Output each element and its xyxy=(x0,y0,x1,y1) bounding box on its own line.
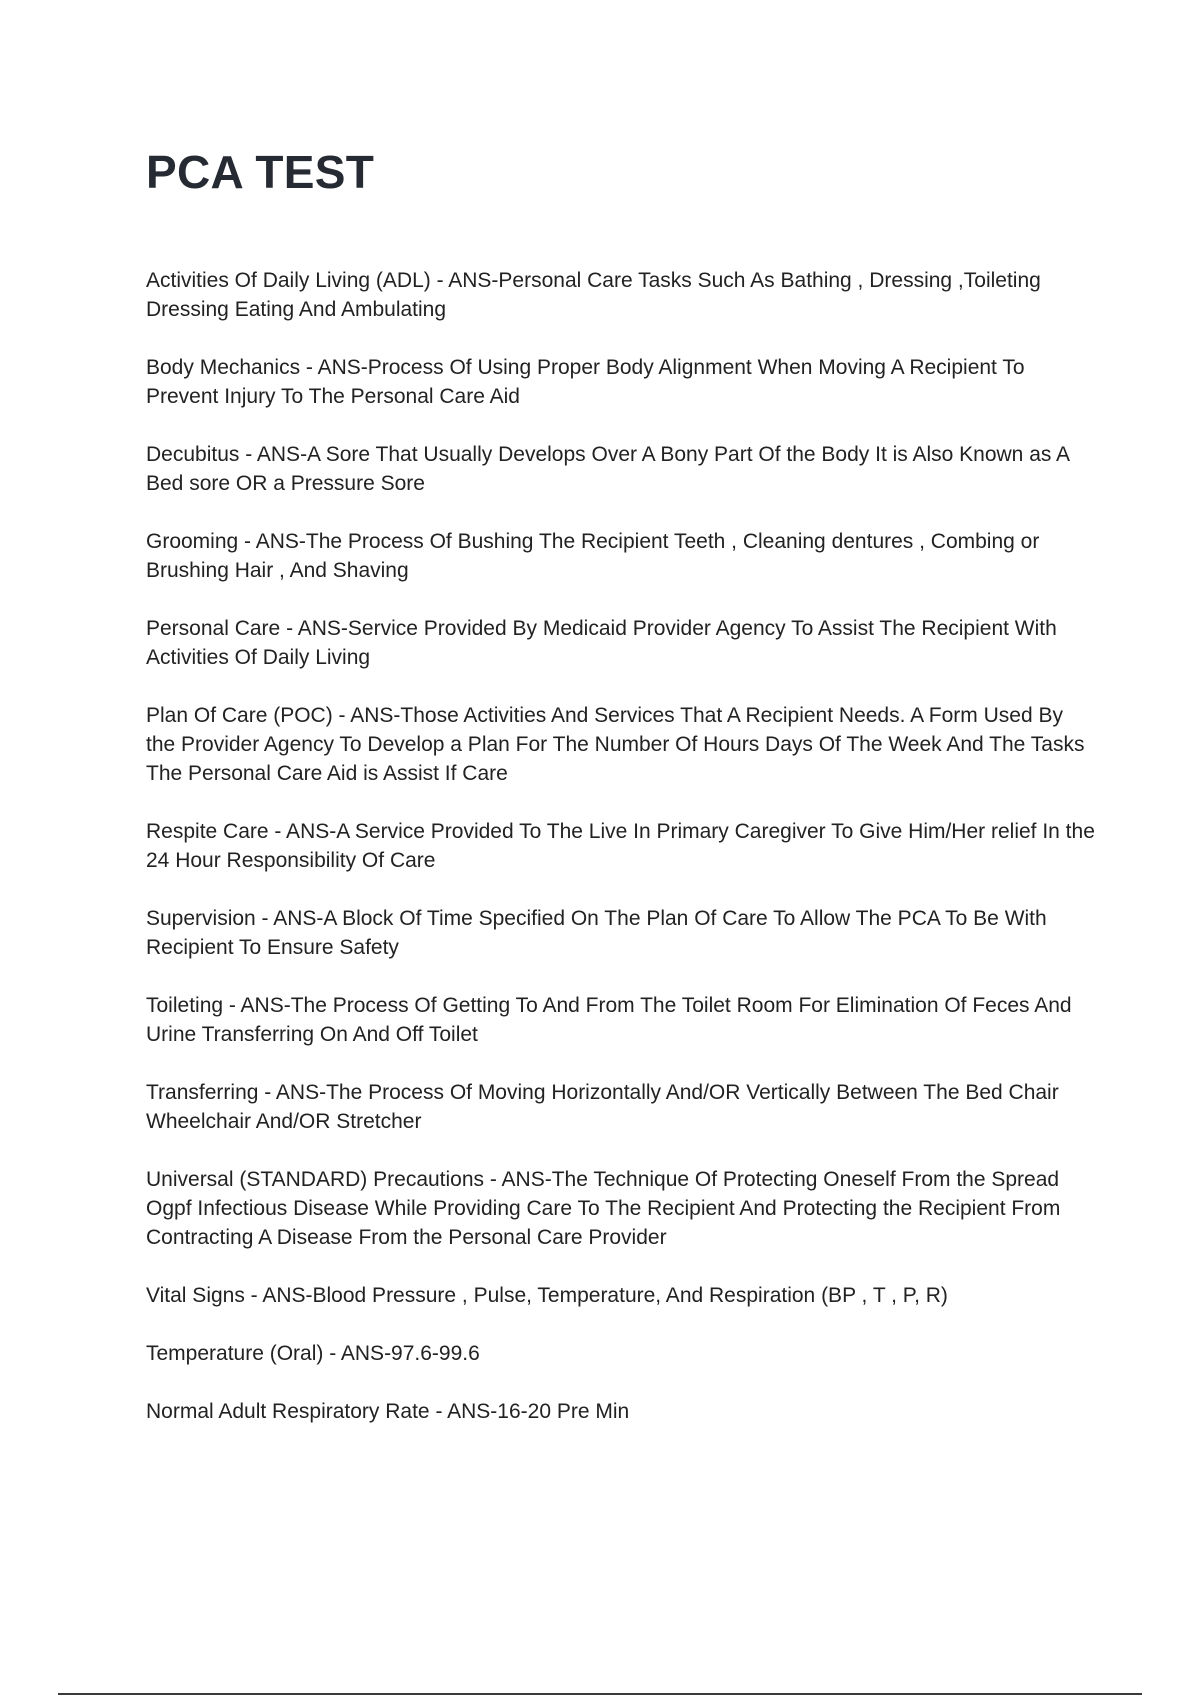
list-item: Vital Signs - ANS-Blood Pressure , Pulse, Temperature, And Respiration (BP , T , P, R) xyxy=(146,1284,948,1307)
list-item: Respite Care - ANS-A Service Provided To The Live In Primary Caregiver To Give Him/Her relief In the 24 Hour Responsibility Of Care xyxy=(146,820,1095,872)
list-item: Plan Of Care (POC) - ANS-Those Activities And Services That A Recipient Needs. A Form Used By the Provider Agency To Develop a Plan For The Number Of Hours Days Of The Week And The Tasks The Personal Care Aid is Assist If Care xyxy=(146,704,1085,785)
footer-divider xyxy=(58,1693,1142,1695)
list-item: Body Mechanics - ANS-Process Of Using Proper Body Alignment When Moving A Recipient To Prevent Injury To The Personal Care Aid xyxy=(146,356,1025,408)
list-item: Supervision - ANS-A Block Of Time Specified On The Plan Of Care To Allow The PCA To Be With Recipient To Ensure Safety xyxy=(146,907,1047,959)
list-item: Toileting - ANS-The Process Of Getting To And From The Toilet Room For Elimination Of Feces And Urine Transferring On And Off Toilet xyxy=(146,994,1072,1046)
list-item: Activities Of Daily Living (ADL) - ANS-Personal Care Tasks Such As Bathing , Dressing ,Toileting Dressing Eating And Ambulating xyxy=(146,269,1041,321)
page-title: PCA TEST xyxy=(146,146,375,198)
list-item: Normal Adult Respiratory Rate - ANS-16-20 Pre Min xyxy=(146,1400,630,1423)
list-item: Decubitus - ANS-A Sore That Usually Develops Over A Bony Part Of the Body It is Also Known as A Bed sore OR a Pressure Sore xyxy=(146,443,1069,495)
list-item: Personal Care - ANS-Service Provided By Medicaid Provider Agency To Assist The Recipient With Activities Of Daily Living xyxy=(146,617,1057,669)
list-item: Universal (STANDARD) Precautions - ANS-The Technique Of Protecting Oneself From the Spread Ogpf Infectious Disease While Providing Care To The Recipient And Protecting the Recipient From Contracting A Disease From the Personal Care Provider xyxy=(146,1168,1061,1249)
flashcard-list xyxy=(146,266,1096,1455)
list-item: Temperature (Oral) - ANS-97.6-99.6 xyxy=(146,1342,480,1365)
list-item: Grooming - ANS-The Process Of Bushing The Recipient Teeth , Cleaning dentures , Combing or Brushing Hair , And Shaving xyxy=(146,530,1040,582)
list-item: Transferring - ANS-The Process Of Moving Horizontally And/OR Vertically Between The Bed Chair Wheelchair And/OR Stretcher xyxy=(146,1081,1059,1133)
